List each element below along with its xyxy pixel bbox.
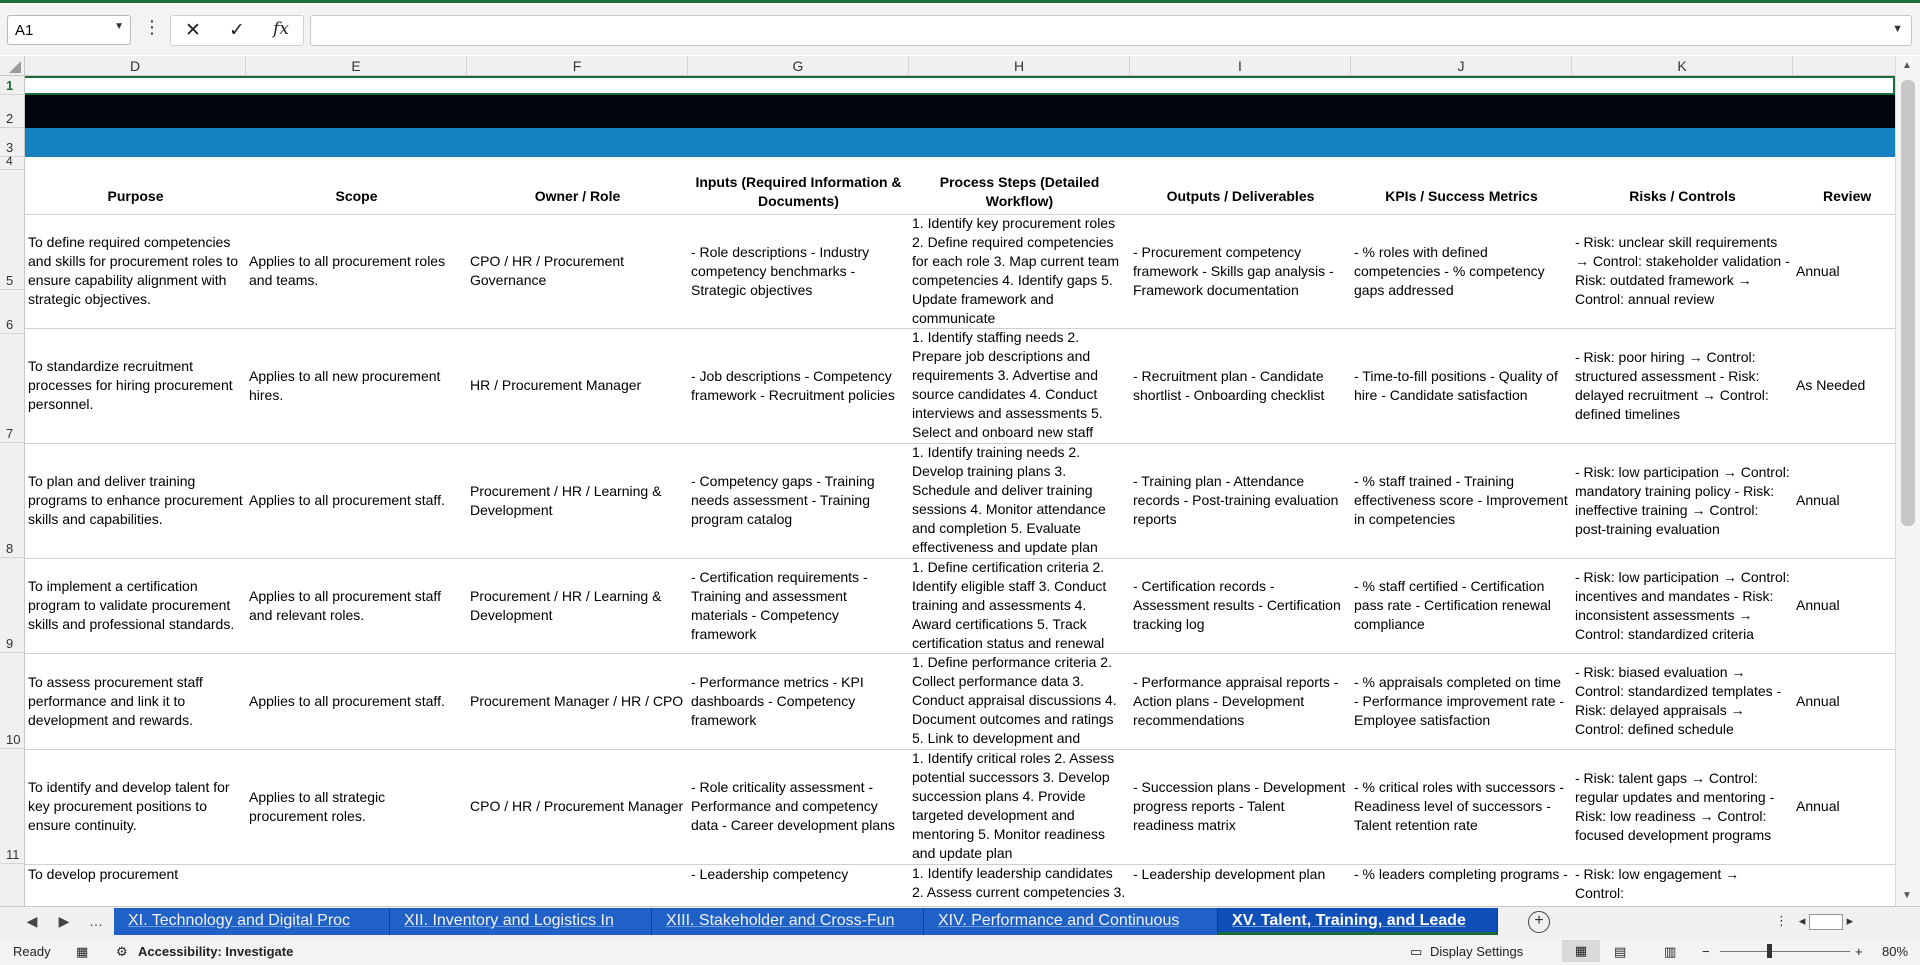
display-settings-button[interactable]: Display Settings	[1430, 944, 1524, 959]
add-sheet-icon[interactable]: +	[1528, 911, 1550, 933]
cell-owner[interactable]: CPO / HR / Procurement Manager	[470, 798, 684, 814]
cell-inputs[interactable]: - Role descriptions - Industry competency benchmarks - Strategic objectives	[691, 243, 870, 298]
cell-purpose[interactable]: To standardize recruitment processes for hiring procurement personnel.	[28, 358, 233, 412]
zoom-slider-track[interactable]	[1720, 951, 1850, 952]
scroll-thumb[interactable]	[1901, 80, 1915, 526]
cell-owner[interactable]	[467, 864, 688, 906]
column-header-f[interactable]: F	[467, 56, 688, 76]
cell-scope[interactable]: Applies to all procurement staff.	[249, 492, 445, 508]
column-header-e[interactable]: E	[246, 56, 467, 76]
cell-steps[interactable]: 1. Identify leadership candidates 2. Assess current competencies 3.	[912, 865, 1126, 900]
row-header-11[interactable]: 11	[0, 749, 25, 864]
tab-performance-continuous[interactable]: XIV. Performance and Continuous	[924, 908, 1218, 935]
cell-outputs[interactable]: - Training plan - Attendance records - Post-training evaluation reports	[1133, 473, 1339, 527]
worksheet-grid[interactable]	[25, 76, 1895, 906]
cell-inputs[interactable]: - Certification requirements - Training and assessment materials - Competency framework	[691, 568, 868, 642]
row-header-5[interactable]: 5	[0, 170, 25, 290]
cell-owner[interactable]: HR / Procurement Manager	[470, 377, 642, 393]
row-header-2[interactable]: 2	[0, 95, 25, 128]
status-bar	[0, 938, 1920, 965]
zoom-level[interactable]: 80%	[1882, 944, 1909, 959]
tab-talent-training-leadership[interactable]: XV. Talent, Training, and Leade	[1218, 908, 1498, 935]
scroll-down-icon[interactable]: ▼	[1902, 890, 1912, 901]
selected-cell-border	[25, 76, 1895, 95]
cell-scope[interactable]: Applies to all new procurement hires.	[249, 367, 441, 403]
cell-review[interactable]: Annual	[1796, 798, 1840, 814]
column-header-h[interactable]: H	[909, 56, 1130, 76]
row-header-6[interactable]: 6	[0, 214, 25, 334]
zoom-out-button[interactable]: −	[1702, 944, 1710, 959]
cell-review[interactable]	[1793, 864, 1895, 906]
cell-outputs[interactable]: - Leadership development plan	[1133, 866, 1326, 882]
cell-risks[interactable]: - Risk: low engagement → Control:	[1575, 866, 1740, 901]
cell-outputs[interactable]: - Succession plans - Development progress reports - Talent readiness matrix	[1133, 779, 1346, 833]
cancel-icon[interactable]: ✕	[185, 20, 201, 41]
macro-recording-icon[interactable]: ▦	[76, 944, 89, 959]
cell-inputs[interactable]: - Competency gaps - Training needs assessment - Training program catalog	[691, 473, 875, 527]
column-header-g[interactable]: G	[688, 56, 909, 76]
zoom-slider-thumb[interactable]	[1767, 944, 1772, 958]
column-header-l[interactable]	[1793, 56, 1895, 76]
cell-risks[interactable]: - Risk: unclear skill requirements → Control: stakeholder validation - Risk: outdated framework → Control: annual review	[1575, 234, 1790, 307]
cell-risks[interactable]: - Risk: talent gaps → Control: regular updates and mentoring - Risk: low readiness → Control: focused development programs	[1575, 769, 1775, 843]
cell-inputs[interactable]: - Leadership competency	[691, 866, 849, 882]
row-header-8[interactable]: 8	[0, 443, 25, 558]
insert-function-icon[interactable]: fx	[273, 19, 289, 39]
cell-scope[interactable]	[246, 864, 467, 906]
cell-kpis[interactable]: - % roles with defined competencies - % competency gaps addressed	[1354, 243, 1545, 298]
cell-risks[interactable]: - Risk: low participation → Control: mandatory training policy - Risk: ineffective training → Control: post-training evaluation	[1575, 463, 1790, 537]
accessibility-status[interactable]: Accessibility: Investigate	[138, 944, 294, 959]
cell-owner[interactable]: Procurement Manager / HR / CPO	[470, 692, 684, 709]
previous-sheet-icon[interactable]: ◀	[26, 913, 38, 929]
more-sheets-icon[interactable]: …	[89, 913, 103, 929]
cell-purpose[interactable]: To implement a certification program to validate procurement skills and professional standards.	[28, 578, 235, 632]
row-header-4[interactable]: 4	[0, 157, 25, 170]
tab-inventory-logistics[interactable]: XII. Inventory and Logistics In	[390, 908, 652, 935]
cell-owner[interactable]: Procurement / HR / Learning & Development	[470, 587, 662, 623]
header-kpis: KPIs / Success Metrics	[1385, 188, 1538, 204]
cell-outputs[interactable]: - Performance appraisal reports - Action plans - Development recommendations	[1133, 673, 1339, 728]
header-risks: Risks / Controls	[1629, 188, 1736, 204]
cell-review[interactable]: Annual	[1796, 597, 1840, 613]
column-header-j[interactable]: J	[1351, 56, 1572, 76]
row-header-10[interactable]: 10	[0, 653, 25, 749]
cell-review[interactable]: As Needed	[1796, 377, 1866, 393]
row-header-7[interactable]: 7	[0, 328, 25, 443]
name-box-value: A1	[15, 22, 34, 39]
cell-inputs[interactable]: - Job descriptions - Competency framework - Recruitment policies	[691, 367, 895, 403]
page-break-preview-icon[interactable]: ▥	[1664, 944, 1677, 959]
cell-outputs[interactable]: - Recruitment plan - Candidate shortlist - Onboarding checklist	[1133, 367, 1325, 403]
cell-steps[interactable]: 1. Identify key procurement roles 2. Define required competencies for each role 3. Map current team competencies 4. Identify gaps 5. Update framework and communicate	[912, 215, 1119, 326]
formula-input[interactable]	[310, 15, 1912, 46]
header-outputs: Outputs / Deliverables	[1166, 188, 1315, 204]
row-header-3[interactable]: 3	[0, 128, 25, 157]
cell-outputs[interactable]: - Procurement competency framework - Skills gap analysis - Framework documentation	[1133, 243, 1334, 298]
cell-outputs[interactable]: - Certification records - Assessment results - Certification tracking log	[1133, 578, 1341, 632]
cell-owner[interactable]: CPO / HR / Procurement Governance	[470, 253, 625, 288]
row-headers	[0, 76, 25, 906]
header-steps: Process Steps (Detailed Workflow)	[939, 174, 1100, 209]
cell-owner[interactable]: Procurement / HR / Learning & Development	[470, 482, 662, 518]
column-header-k[interactable]: K	[1572, 56, 1793, 76]
header-purpose: Purpose	[107, 188, 164, 204]
header-owner: Owner / Role	[534, 188, 621, 204]
column-header-d[interactable]: D	[25, 56, 246, 76]
formula-bar	[0, 3, 1920, 55]
chevron-down-icon[interactable]: ▼	[114, 21, 124, 32]
cell-purpose[interactable]: To identify and develop talent for key procurement positions to ensure continuity.	[28, 779, 230, 833]
row-header-9[interactable]: 9	[0, 558, 25, 653]
header-inputs: Inputs (Required Information & Documents)	[695, 174, 902, 209]
cell-scope[interactable]: Applies to all procurement staff and relevant roles.	[249, 587, 441, 623]
formula-buttons	[170, 15, 304, 46]
zoom-in-button[interactable]: +	[1855, 944, 1863, 959]
next-sheet-icon[interactable]: ▶	[58, 913, 70, 929]
status-ready: Ready	[13, 944, 51, 959]
cell-risks[interactable]: - Risk: low participation → Control: incentives and mandates - Risk: inconsistent assessments → Control: standardized criteria	[1575, 568, 1790, 642]
enter-icon[interactable]: ✓	[229, 20, 245, 41]
display-settings-icon[interactable]: ▭	[1410, 944, 1423, 959]
subtitle-band	[25, 128, 1895, 157]
sheet-tab-bar	[0, 906, 1920, 938]
row-header-1[interactable]: 1	[0, 76, 25, 95]
expand-formula-icon[interactable]: ▼	[1892, 23, 1903, 35]
cell-scope[interactable]: Applies to all strategic procurement roles.	[249, 788, 386, 824]
cell-review[interactable]: Annual	[1796, 262, 1840, 279]
cell-kpis[interactable]: - % staff certified - Certification pass rate - Certification renewal compliance	[1354, 578, 1551, 632]
vertical-scrollbar[interactable]	[1895, 56, 1920, 906]
horizontal-scroll-controls[interactable]: ⋮ ◂ ▸	[1775, 913, 1854, 928]
cell-steps[interactable]: 1. Identify critical roles 2. Assess potential successors 3. Develop succession plans 4. Provide targeted development and mentoring 5. Monitor readiness and update plan	[912, 750, 1115, 861]
column-headers	[0, 56, 1895, 76]
accessibility-icon[interactable]: ⚙	[116, 944, 128, 959]
header-scope: Scope	[335, 188, 378, 204]
cell-steps[interactable]: 1. Define performance criteria 2. Collect performance data 3. Conduct appraisal discussions 4. Document outcomes and ratings 5. Link to development and	[912, 654, 1117, 746]
tab-technology-digital[interactable]: XI. Technology and Digital Proc	[114, 908, 390, 935]
cell-inputs[interactable]: - Role criticality assessment - Performance and competency data - Career development plans	[691, 779, 895, 833]
cell-kpis[interactable]: - % staff trained - Training effectiveness score - Improvement in competencies	[1354, 473, 1568, 527]
cell-kpis[interactable]: - % appraisals completed on time - Performance improvement rate - Employee satisfaction	[1354, 673, 1565, 728]
cell-risks[interactable]: - Risk: biased evaluation → Control: standardized templates - Risk: delayed appraisals → Control: defined schedule	[1575, 664, 1782, 737]
cell-purpose[interactable]: To develop procurement	[28, 866, 179, 882]
more-options-icon[interactable]: ⋮	[143, 17, 161, 37]
title-band	[25, 95, 1895, 128]
cell-kpis[interactable]: - Time-to-fill positions - Quality of hire - Candidate satisfaction	[1354, 367, 1558, 403]
cell-review[interactable]: Annual	[1796, 692, 1840, 709]
header-review: Review	[1823, 188, 1872, 204]
cell-risks[interactable]: - Risk: poor hiring → Control: structured assessment - Risk: delayed recruitment → Control: defined timelines	[1575, 348, 1769, 422]
cell-purpose[interactable]: To assess procurement staff performance and link it to development and rewards.	[28, 673, 203, 728]
page-layout-icon[interactable]: ▤	[1614, 944, 1627, 959]
normal-view-icon[interactable]: ▦	[1562, 940, 1600, 962]
cell-review[interactable]: Annual	[1796, 492, 1840, 508]
select-all-button[interactable]	[0, 56, 25, 76]
cell-kpis[interactable]: - % leaders completing programs -	[1354, 866, 1568, 882]
tab-stakeholder-crossfun[interactable]: XIII. Stakeholder and Cross-Fun	[652, 908, 924, 935]
cell-steps[interactable]: 1. Define certification criteria 2. Identify eligible staff 3. Conduct training and assessments 4. Award certifications 5. Track certification status and renewal	[912, 559, 1107, 651]
cell-purpose[interactable]: To define required competencies and skills for procurement roles to ensure capability alignment with strategic objectives.	[28, 234, 239, 307]
cell-steps[interactable]: 1. Identify staffing needs 2. Prepare job descriptions and requirements 3. Advertise and source candidates 4. Conduct interviews and assessments 5. Select and onboard new staff	[912, 329, 1103, 440]
cell-scope[interactable]: Applies to all procurement roles and teams.	[249, 253, 446, 288]
cell-kpis[interactable]: - % critical roles with successors - Readiness level of successors - Talent retention rate	[1354, 779, 1565, 833]
column-header-i[interactable]: I	[1130, 56, 1351, 76]
cell-inputs[interactable]: - Performance metrics - KPI dashboards - Competency framework	[691, 673, 864, 728]
cell-purpose[interactable]: To plan and deliver training programs to enhance procurement skills and capabilities.	[28, 473, 243, 527]
name-box[interactable]	[7, 15, 131, 45]
cell-scope[interactable]: Applies to all procurement staff.	[249, 692, 445, 709]
cell-steps[interactable]: 1. Identify training needs 2. Develop training plans 3. Schedule and deliver training sessions 4. Monitor attendance and completion 5. Evaluate effectiveness and update plan	[912, 444, 1106, 555]
scroll-up-icon[interactable]: ▲	[1902, 60, 1912, 71]
